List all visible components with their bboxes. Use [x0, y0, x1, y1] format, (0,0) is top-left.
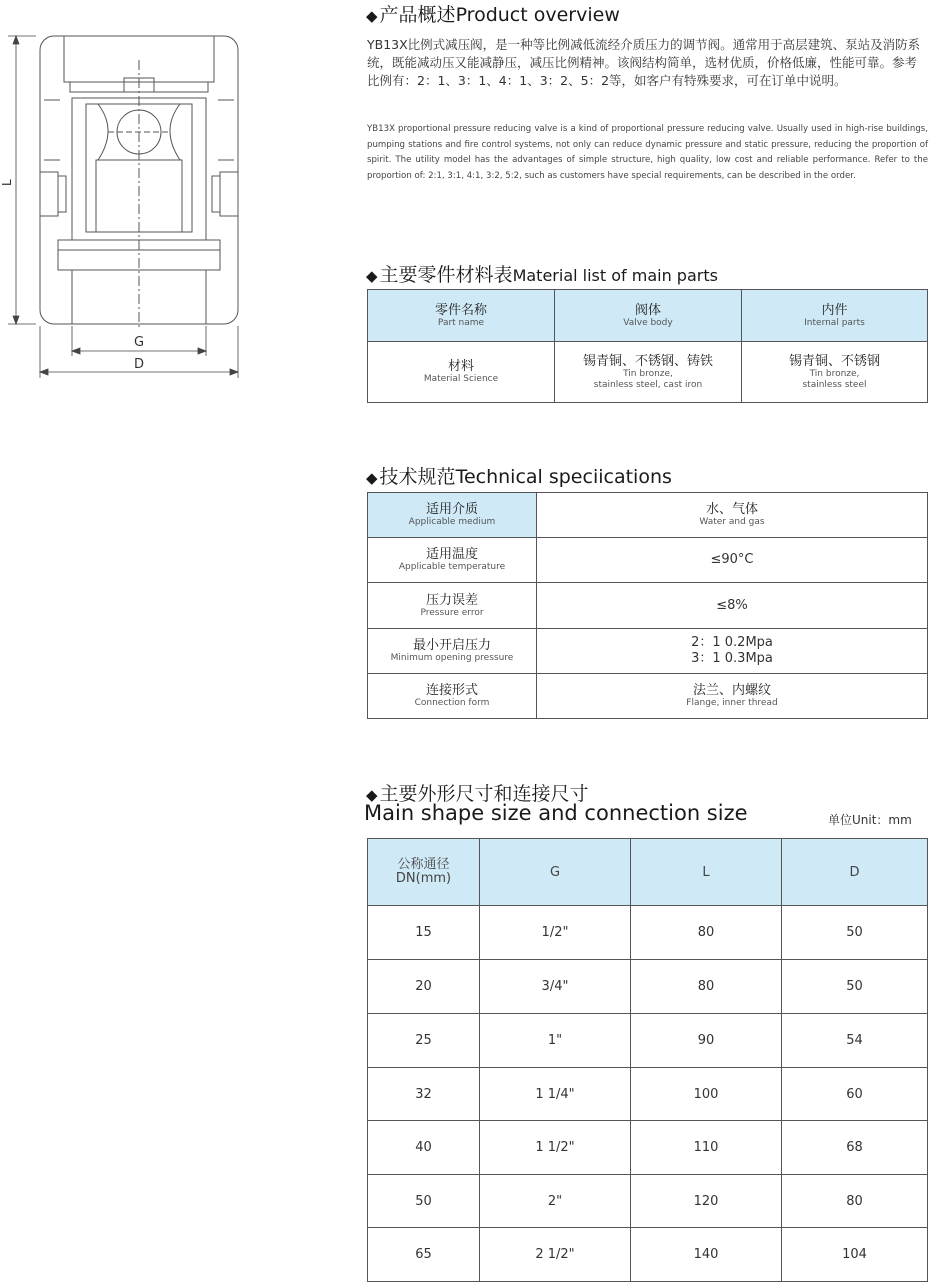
dims-title-en: Main shape size and connection size: [364, 801, 748, 825]
dims-cell-l: 140: [631, 1228, 782, 1282]
dims-row: [368, 1228, 928, 1282]
dims-row: [368, 960, 928, 1014]
dims-cell-d: 60: [782, 1068, 928, 1121]
tech-table: [367, 492, 928, 719]
dims-header-d: D: [782, 839, 928, 906]
dims-cell-dn: 20: [368, 960, 480, 1014]
dims-cell-l: 110: [631, 1121, 782, 1175]
dims-cell-d: 50: [782, 960, 928, 1014]
dimension-label-l: L: [0, 179, 14, 186]
tech-value-cell: 2：1 0.2Mpa 3：1 0.3Mpa: [537, 629, 928, 674]
dims-cell-d: 104: [782, 1228, 928, 1282]
dims-cell-dn: 50: [368, 1175, 480, 1228]
tech-value-cell: ≤90°C: [537, 538, 928, 583]
materials-table: [367, 289, 928, 403]
dims-cell-l: 80: [631, 906, 782, 960]
tech-row: [368, 538, 928, 583]
dims-cell-g: 2 1/2": [480, 1228, 631, 1282]
tech-label-cell: 适用介质 Applicable medium: [368, 493, 537, 538]
materials-cell: 锡青铜、不锈钢、铸铁 Tin bronze, stainless steel, cast iron: [555, 342, 742, 403]
valve-cross-section-drawing: [0, 0, 250, 390]
tech-title-cn: 技术规范: [379, 466, 456, 488]
dims-row: [368, 1175, 928, 1228]
dimension-label-g: G: [134, 335, 145, 350]
dims-cell-dn: 65: [368, 1228, 480, 1282]
dims-row: [368, 906, 928, 960]
overview-title: [366, 0, 620, 27]
overview-title-en: Product overview: [455, 4, 620, 26]
dims-cell-g: 1/2": [480, 906, 631, 960]
tech-label-cell: 压力误差 Pressure error: [368, 583, 537, 629]
diamond-bullet-icon: ◆: [366, 469, 378, 487]
dims-header-dn: 公称通径 DN(mm): [368, 839, 480, 906]
dims-cell-g: 1": [480, 1014, 631, 1068]
dims-cell-l: 120: [631, 1175, 782, 1228]
tech-label-cell: 连接形式 Connection form: [368, 674, 537, 719]
tech-label-cell: 最小开启压力 Minimum opening pressure: [368, 629, 537, 674]
dims-cell-g: 1 1/2": [480, 1121, 631, 1175]
tech-label-cell: 适用温度 Applicable temperature: [368, 538, 537, 583]
dims-row: [368, 1121, 928, 1175]
materials-header-cell: 阀体 Valve body: [555, 290, 742, 342]
dims-header-row: [368, 839, 928, 906]
dims-unit-label: 单位Unit：mm: [828, 813, 912, 827]
dims-header-g: G: [480, 839, 631, 906]
tech-row: [368, 583, 928, 629]
dims-cell-dn: 25: [368, 1014, 480, 1068]
dims-cell-d: 80: [782, 1175, 928, 1228]
dims-cell-d: 54: [782, 1014, 928, 1068]
dims-row: [368, 1014, 928, 1068]
materials-header-cell: 内件 Internal parts: [742, 290, 928, 342]
dims-cell-l: 80: [631, 960, 782, 1014]
dims-cell-g: 2": [480, 1175, 631, 1228]
diamond-bullet-icon: ◆: [366, 786, 378, 804]
materials-header-row: [368, 290, 928, 342]
dims-cell-g: 3/4": [480, 960, 631, 1014]
dims-header-l: L: [631, 839, 782, 906]
diamond-bullet-icon: ◆: [366, 7, 378, 25]
overview-paragraph-en: YB13X proportional pressure reducing valve is a kind of proportional pressure reducing valve. Usually used in high-rise buildings, pumping stations and fire control systems, not only can reduce dynamic pressure and static pressure, reducing the proportion of spirit. The utility model has the advantages of simple structure, high quality, low cost and reliable performance. Refer to the proportion of: 2:1, 3:1, 4:1, 3:2, 5:2, such as customers have special requirements, can be described in the order.: [367, 124, 928, 181]
dimension-label-d: D: [134, 357, 145, 372]
dims-cell-l: 90: [631, 1014, 782, 1068]
dims-table: [367, 838, 928, 1282]
overview-title-cn: 产品概述: [379, 4, 456, 26]
materials-title: [366, 260, 718, 287]
tech-row: [368, 629, 928, 674]
materials-header-cell: 零件名称 Part name: [368, 290, 555, 342]
dims-cell-d: 50: [782, 906, 928, 960]
materials-cell: 材料 Material Science: [368, 342, 555, 403]
dims-cell-l: 100: [631, 1068, 782, 1121]
materials-data-row: [368, 342, 928, 403]
dims-cell-dn: 32: [368, 1068, 480, 1121]
tech-title: [366, 462, 672, 489]
diamond-bullet-icon: ◆: [366, 267, 378, 285]
materials-title-en: Material list of main parts: [512, 266, 718, 285]
materials-title-cn: 主要零件材料表: [379, 264, 513, 286]
tech-row: [368, 493, 928, 538]
dims-title-cn: 主要外形尺寸和连接尺寸: [379, 783, 589, 805]
tech-value-cell: 法兰、内螺纹 Flange, inner thread: [537, 674, 928, 719]
tech-title-en: Technical speciications: [455, 466, 672, 488]
dims-cell-d: 68: [782, 1121, 928, 1175]
dims-cell-g: 1 1/4": [480, 1068, 631, 1121]
dims-row: [368, 1068, 928, 1121]
tech-value-cell: ≤8%: [537, 583, 928, 629]
materials-cell: 锡青铜、不锈钢 Tin bronze, stainless steel: [742, 342, 928, 403]
dims-cell-dn: 40: [368, 1121, 480, 1175]
dims-cell-dn: 15: [368, 906, 480, 960]
overview-paragraph-cn: YB13X比例式减压阀，是一种等比例减低流经介质压力的调节阀。通常用于高层建筑、泵站及消防系统，既能减动压又能减静压，减压比例精神。该阀结构简单，选材优质，价格低廉，性能可靠。参考比例有：2：1、3：1、4：1、3：2、5：2等，如客户有特殊要求，可在订单中说明。: [367, 37, 921, 88]
tech-value-cell: 水、气体 Water and gas: [537, 493, 928, 538]
tech-row: [368, 674, 928, 719]
